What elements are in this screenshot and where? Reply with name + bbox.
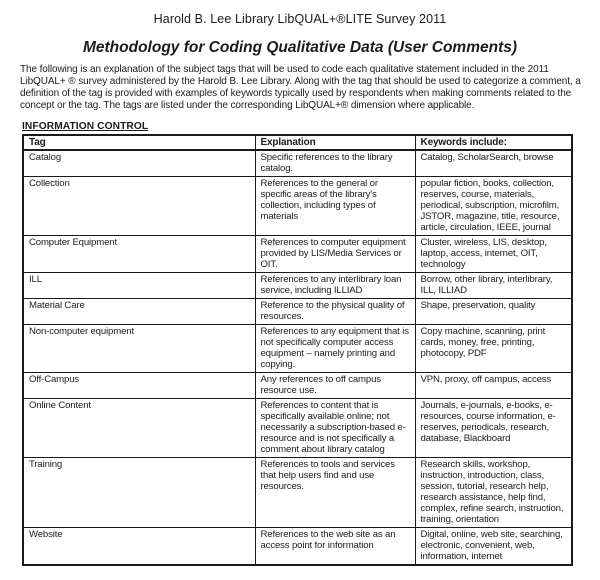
table-row [23, 398, 572, 457]
column-header-tag: Tag [23, 135, 255, 150]
explanation-cell: Reference to the physical quality of resources. [255, 298, 415, 324]
explanation-cell: Specific references to the library catalog. [255, 150, 415, 177]
table-row [23, 527, 572, 565]
explanation-cell: References to content that is specifically available online; not necessarily a subscription-based e-resource and is not specifically a comment about library catalog [255, 398, 415, 457]
intro-paragraph: The following is an explanation of the subject tags that will be used to code each qualitative statement included in the 2011 LibQUAL+ ® survey administered by the Harold B. Lee Library. Along with the tag that should be used to categorize a comment, a definition of the tag is provided with examples of keywords typically used by respondents when making comments related to the concept or the tag. The tags are listed under the corresponding LibQUAL+® dimension where applicable. [20, 64, 581, 111]
table-header-row [23, 135, 572, 150]
keywords-cell: Shape, preservation, quality [415, 298, 572, 324]
table-row [23, 324, 572, 372]
keywords-cell: Catalog, ScholarSearch, browse [415, 150, 572, 177]
table-row [23, 235, 572, 272]
tag-cell: Catalog [23, 150, 255, 177]
table-row [23, 457, 572, 527]
keywords-cell: popular fiction, books, collection, reserves, course, materials, periodical, subscription, microfilm, JSTOR, magazine, title, resource, article, circulation, IEEE, journal [415, 176, 572, 235]
page-title: Harold B. Lee Library LibQUAL+®LITE Survey 2011 [153, 12, 447, 26]
table-row [23, 298, 572, 324]
keywords-cell: Borrow, other library, interlibrary, ILL, ILLIAD [415, 272, 572, 298]
tag-cell: Website [23, 527, 255, 565]
table-row [23, 150, 572, 177]
tag-cell: Training [23, 457, 255, 527]
keywords-cell: Cluster, wireless, LIS, desktop, laptop, access, internet, OIT, technology [415, 235, 572, 272]
column-header-keywords: Keywords include: [415, 135, 572, 150]
tag-cell: Material Care [23, 298, 255, 324]
tag-cell: Online Content [23, 398, 255, 457]
explanation-cell: References to the web site as an access point for information [255, 527, 415, 565]
column-header-explanation: Explanation [255, 135, 415, 150]
table-row [23, 272, 572, 298]
explanation-cell: References to tools and services that help users find and use resources. [255, 457, 415, 527]
tag-cell: Collection [23, 176, 255, 235]
table-row [23, 176, 572, 235]
keywords-cell: VPN, proxy, off campus, access [415, 372, 572, 398]
tag-cell: Off-Campus [23, 372, 255, 398]
keywords-cell: Journals, e-journals, e-books, e-resources, course information, e-reserves, periodicals, research, database, Blackboard [415, 398, 572, 457]
section-label-information-control: INFORMATION CONTROL [22, 120, 149, 132]
tag-cell: Computer Equipment [23, 235, 255, 272]
explanation-cell: References to computer equipment provided by LIS/Media Services or OIT. [255, 235, 415, 272]
explanation-cell: References to the general or specific areas of the library's collection, including types of materials [255, 176, 415, 235]
coding-methodology-table [22, 134, 573, 566]
table-row [23, 372, 572, 398]
explanation-cell: References to any equipment that is not specifically computer access equipment – namely printing and copying. [255, 324, 415, 372]
document-heading: Methodology for Coding Qualitative Data (User Comments) [82, 39, 518, 56]
keywords-cell: Research skills, workshop, instruction, introduction, class, session, tutorial, research help, research assistance, help find, complex, refine search, instruction, training, orientation [415, 457, 572, 527]
tag-cell: ILL [23, 272, 255, 298]
tag-cell: Non-computer equipment [23, 324, 255, 372]
explanation-cell: Any references to off campus resource use. [255, 372, 415, 398]
explanation-cell: References to any interlibrary loan service, including ILLIAD [255, 272, 415, 298]
keywords-cell: Copy machine, scanning, print cards, money, free, printing, photocopy, PDF [415, 324, 572, 372]
keywords-cell: Digital, online, web site, searching, electronic, convenient, web, information, internet [415, 527, 572, 565]
table-body [23, 150, 572, 565]
